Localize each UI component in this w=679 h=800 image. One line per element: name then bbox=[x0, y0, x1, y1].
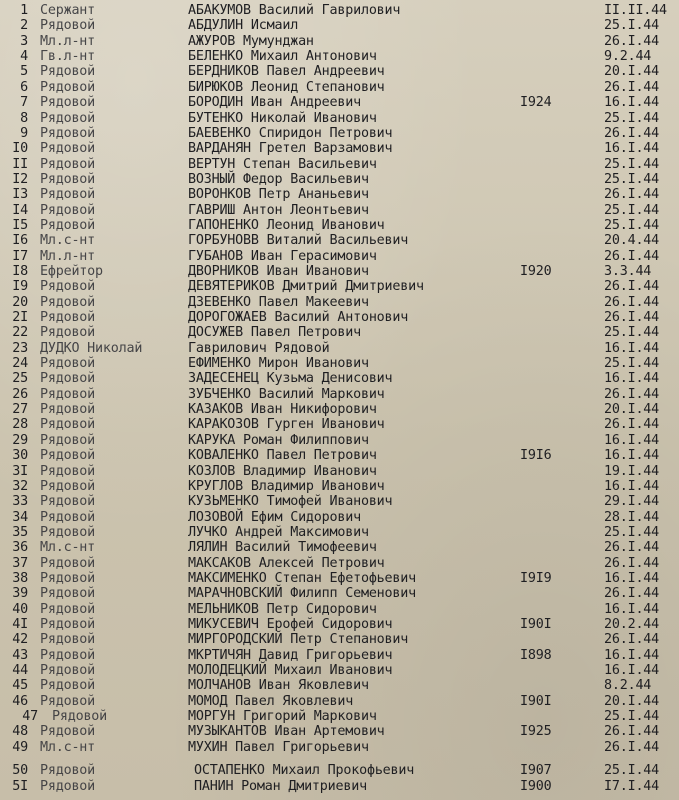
rank-text: Рядовой bbox=[40, 778, 96, 794]
table-row bbox=[0, 264, 679, 280]
birth-year: I907 bbox=[520, 763, 552, 779]
table-row bbox=[0, 34, 679, 50]
table-row bbox=[0, 157, 679, 173]
table-row bbox=[0, 464, 679, 480]
table-row bbox=[0, 510, 679, 526]
rank-text: Рядовой bbox=[40, 663, 96, 678]
table-row bbox=[0, 663, 679, 679]
row-number: I3 bbox=[12, 187, 28, 203]
table-row bbox=[0, 494, 679, 510]
date-text: 26.I.44 bbox=[604, 79, 660, 95]
table-row bbox=[0, 80, 679, 96]
full-name: ЛЯЛИН Василий Тимофеевич bbox=[188, 540, 377, 556]
full-name: МОЛОДЕЦКИЙ Михаил Иванович bbox=[188, 663, 393, 678]
table-row bbox=[0, 648, 679, 664]
table-row bbox=[0, 724, 679, 740]
full-name: ВОРОНКОВ Петр Ананьевич bbox=[188, 187, 369, 203]
date-text: 20.I.44 bbox=[604, 402, 660, 418]
table-row bbox=[0, 525, 679, 541]
full-name: АЖУРОВ Мумунджан bbox=[188, 33, 314, 49]
row-number: 1 bbox=[20, 3, 28, 18]
rank-text: Мл.л-нт bbox=[40, 248, 96, 264]
date-text: 16.I.44 bbox=[604, 647, 660, 663]
date-text: 26.I.44 bbox=[604, 417, 660, 433]
date-text: 16.I.44 bbox=[604, 432, 660, 448]
table-row bbox=[0, 694, 679, 710]
full-name: ВАРДАНЯН Гретел Варзамович bbox=[188, 141, 393, 157]
rank-text: Рядовой bbox=[40, 356, 96, 372]
full-name: ГОРБУНОВВ Виталий Васильевич bbox=[188, 233, 409, 249]
row-number: 43 bbox=[12, 647, 28, 663]
birth-year: I90I bbox=[520, 617, 552, 632]
date-text: 16.I.44 bbox=[604, 448, 660, 464]
table-row bbox=[0, 111, 679, 127]
table-row bbox=[0, 325, 679, 341]
full-name: МКРТИЧЯН Давид Григорьевич bbox=[188, 647, 393, 663]
row-number: 42 bbox=[12, 632, 28, 648]
row-number: 35 bbox=[12, 524, 28, 540]
table-row bbox=[0, 602, 679, 618]
rank-text: Рядовой bbox=[40, 570, 96, 586]
full-name: ВОЗНЫЙ Федор Васильевич bbox=[188, 171, 369, 187]
full-name: МАРАЧНОВСКИЙ Филипп Семенович bbox=[188, 586, 416, 602]
date-text: 26.I.44 bbox=[604, 187, 660, 203]
birth-year: I925 bbox=[520, 724, 552, 740]
full-name: ЗАДЕСЕНЕЦ Кузьма Денисович bbox=[188, 371, 393, 387]
full-name: ЕФИМЕНКО Мирон Иванович bbox=[188, 356, 369, 372]
full-name: КОВАЛЕНКО Павел Петрович bbox=[188, 448, 377, 464]
table-row bbox=[0, 556, 679, 572]
full-name: БАЕВЕНКО Спиридон Петрович bbox=[188, 125, 393, 141]
date-text: 29.I.44 bbox=[604, 494, 660, 510]
rank-text: Рядовой bbox=[40, 294, 96, 310]
row-number: 9 bbox=[20, 125, 28, 141]
row-number: 4I bbox=[12, 617, 28, 632]
full-name: ПАНИН Роман Дмитриевич bbox=[194, 778, 367, 794]
row-number: 46 bbox=[12, 693, 28, 709]
date-text: 25.I.44 bbox=[604, 171, 660, 187]
date-text: 26.I.44 bbox=[604, 33, 660, 49]
full-name: АБАКУМОВ Василий Гаврилович bbox=[188, 3, 401, 18]
row-number: 37 bbox=[12, 555, 28, 571]
full-name: ЛУЧКО Андрей Максимович bbox=[188, 524, 369, 540]
rank-text: Рядовой bbox=[40, 632, 96, 648]
table-row bbox=[0, 249, 679, 265]
table-row bbox=[0, 3, 679, 19]
rank-text: Рядовой bbox=[40, 417, 96, 433]
date-text: 26.I.44 bbox=[604, 739, 660, 755]
full-name: БУТЕНКО Николай Иванович bbox=[188, 110, 377, 126]
row-number: 3I bbox=[12, 463, 28, 479]
row-number: 24 bbox=[12, 356, 28, 372]
rank-text: Рядовой bbox=[40, 310, 96, 325]
date-text: 26.I.44 bbox=[604, 724, 660, 740]
birth-year: I9I9 bbox=[520, 570, 552, 586]
rank-text: Рядовой bbox=[40, 171, 96, 187]
full-name: КАРАКОЗОВ Гурген Иванович bbox=[188, 417, 385, 433]
table-row bbox=[0, 126, 679, 142]
date-text: 26.I.44 bbox=[604, 248, 660, 264]
date-text: 26.I.44 bbox=[604, 632, 660, 648]
full-name: ЗУБЧЕНКО Василий Маркович bbox=[188, 386, 385, 402]
rank-text: Рядовой bbox=[40, 478, 96, 494]
table-row bbox=[0, 709, 679, 725]
rank-text: Гв.л-нт bbox=[40, 49, 96, 64]
full-name: МУХИН Павел Григорьевич bbox=[188, 739, 369, 755]
table-row bbox=[0, 387, 679, 403]
row-number: 5 bbox=[20, 64, 28, 80]
table-row bbox=[0, 18, 679, 34]
date-text: 19.I.44 bbox=[604, 463, 660, 479]
table-row bbox=[0, 402, 679, 418]
date-text: 16.I.44 bbox=[604, 478, 660, 494]
row-number: 2I bbox=[12, 310, 28, 325]
row-number: 28 bbox=[12, 417, 28, 433]
birth-year: I90I bbox=[520, 693, 552, 709]
date-text: 16.I.44 bbox=[604, 663, 660, 678]
full-name: МАКСАКОВ Алексей Петрович bbox=[188, 555, 385, 571]
rank-text: Рядовой bbox=[40, 448, 96, 464]
rank-text: Рядовой bbox=[40, 187, 96, 203]
date-text: 25.I.44 bbox=[604, 156, 660, 172]
full-name: БОРОДИН Иван Андреевич bbox=[188, 95, 361, 111]
birth-year: I898 bbox=[520, 647, 552, 663]
date-text: 20.2.44 bbox=[604, 617, 660, 632]
date-text: 26.I.44 bbox=[604, 386, 660, 402]
row-number: 47 bbox=[22, 709, 38, 725]
row-number: 50 bbox=[12, 763, 28, 779]
rank-text: Мл.с-нт bbox=[40, 233, 96, 249]
table-row bbox=[0, 763, 679, 779]
full-name: МОРГУН Григорий Маркович bbox=[188, 709, 377, 725]
row-number: 40 bbox=[12, 601, 28, 617]
rank-text: Рядовой bbox=[40, 110, 96, 126]
row-number: 44 bbox=[12, 663, 28, 678]
date-text: 25.I.44 bbox=[604, 524, 660, 540]
table-row bbox=[0, 448, 679, 464]
rank-text: Рядовой bbox=[40, 524, 96, 540]
row-number: 39 bbox=[12, 586, 28, 602]
full-name: ГАПОНЕНКО Леонид Иванович bbox=[188, 217, 385, 233]
rank-text: ДУДКО Николай bbox=[40, 340, 143, 356]
rank-text: Рядовой bbox=[40, 95, 96, 111]
table-row bbox=[0, 479, 679, 495]
table-row bbox=[0, 586, 679, 602]
full-name: МАКСИМЕНКО Степан Ефетофьевич bbox=[188, 570, 416, 586]
rank-text: Рядовой bbox=[40, 141, 96, 157]
full-name: Гаврилович Рядовой bbox=[188, 340, 330, 356]
date-text: 20.4.44 bbox=[604, 233, 660, 249]
full-name: ДЗЕВЕНКО Павел Макеевич bbox=[188, 294, 369, 310]
date-text: 25.I.44 bbox=[604, 356, 660, 372]
rank-text: Рядовой bbox=[40, 325, 96, 341]
date-text: 9.2.44 bbox=[604, 49, 652, 64]
row-number: I5 bbox=[12, 217, 28, 233]
date-text: 25.I.44 bbox=[604, 763, 660, 779]
full-name: ОСТАПЕНКО Михаил Прокофьевич bbox=[194, 763, 415, 779]
row-number: 36 bbox=[12, 540, 28, 556]
table-row bbox=[0, 571, 679, 587]
birth-year: I920 bbox=[520, 263, 552, 279]
date-text: 16.I.44 bbox=[604, 141, 660, 157]
rank-text: Рядовой bbox=[40, 693, 96, 709]
date-text: 20.I.44 bbox=[604, 693, 660, 709]
rank-text: Рядовой bbox=[40, 371, 96, 387]
table-row bbox=[0, 417, 679, 433]
rank-text: Рядовой bbox=[40, 386, 96, 402]
full-name: КОЗЛОВ Владимир Иванович bbox=[188, 463, 377, 479]
row-number: 49 bbox=[12, 739, 28, 755]
table-row bbox=[0, 678, 679, 694]
full-name: МИРГОРОДСКИЙ Петр Степанович bbox=[188, 632, 409, 648]
table-row bbox=[0, 279, 679, 295]
date-text: 16.I.44 bbox=[604, 601, 660, 617]
rank-text: Рядовой bbox=[40, 678, 96, 694]
rank-text: Мл.л-нт bbox=[40, 33, 96, 49]
row-number: 8 bbox=[20, 110, 28, 126]
rank-text: Рядовой bbox=[40, 156, 96, 172]
date-text: 25.I.44 bbox=[604, 709, 660, 725]
full-name: АБДУЛИН Исмаил bbox=[188, 18, 299, 34]
row-number: 6 bbox=[20, 79, 28, 95]
rank-text: Мл.с-нт bbox=[40, 540, 96, 556]
full-name: ЛОЗОВОЙ Ефим Сидорович bbox=[188, 509, 361, 525]
full-name: КУЗЬМЕНКО Тимофей Иванович bbox=[188, 494, 393, 510]
table-row bbox=[0, 49, 679, 65]
date-text: 25.I.44 bbox=[604, 325, 660, 341]
table-row bbox=[0, 632, 679, 648]
date-text: 8.2.44 bbox=[604, 678, 652, 694]
full-name: МЕЛЬНИКОВ Петр Сидорович bbox=[188, 601, 377, 617]
row-number: 25 bbox=[12, 371, 28, 387]
full-name: МОЛЧАНОВ Иван Яковлевич bbox=[188, 678, 369, 694]
date-text: II.II.44 bbox=[604, 3, 667, 18]
date-text: 16.I.44 bbox=[604, 570, 660, 586]
full-name: БИРЮКОВ Леонид Степанович bbox=[188, 79, 385, 95]
row-number: I2 bbox=[12, 171, 28, 187]
date-text: 26.I.44 bbox=[604, 310, 660, 325]
table-row bbox=[0, 233, 679, 249]
row-number: I7 bbox=[12, 248, 28, 264]
table-row bbox=[0, 218, 679, 234]
full-name: ДВОРНИКОВ Иван Иванович bbox=[188, 263, 369, 279]
date-text: 26.I.44 bbox=[604, 279, 660, 295]
date-text: 3.3.44 bbox=[604, 263, 652, 279]
row-number: I6 bbox=[12, 233, 28, 249]
full-name: КАРУКА Роман Филиппович bbox=[188, 432, 369, 448]
full-name: ДЕВЯТЕРИКОВ Дмитрий Дмитриевич bbox=[188, 279, 424, 295]
row-number: 7 bbox=[20, 95, 28, 111]
table-row bbox=[0, 295, 679, 311]
date-text: 16.I.44 bbox=[604, 340, 660, 356]
rank-text: Рядовой bbox=[40, 402, 96, 418]
rank-text: Ефрейтор bbox=[40, 263, 103, 279]
table-row bbox=[0, 433, 679, 449]
rank-text: Рядовой bbox=[40, 202, 96, 218]
table-row bbox=[0, 341, 679, 357]
table-row bbox=[0, 310, 679, 326]
rank-text: Рядовой bbox=[40, 463, 96, 479]
rank-text: Рядовой bbox=[40, 724, 96, 740]
full-name: ГУБАНОВ Иван Герасимович bbox=[188, 248, 377, 264]
rank-text: Рядовой bbox=[40, 494, 96, 510]
row-number: I0 bbox=[12, 141, 28, 157]
date-text: 26.I.44 bbox=[604, 586, 660, 602]
date-text: 25.I.44 bbox=[604, 202, 660, 218]
table-row bbox=[0, 371, 679, 387]
date-text: 25.I.44 bbox=[604, 110, 660, 126]
table-row bbox=[0, 95, 679, 111]
table-row bbox=[0, 141, 679, 157]
birth-year: I900 bbox=[520, 778, 552, 794]
full-name: БЕРДНИКОВ Павел Андреевич bbox=[188, 64, 385, 80]
rank-text: Сержант bbox=[40, 3, 96, 18]
full-name: ДОСУЖЕВ Павел Петрович bbox=[188, 325, 361, 341]
full-name: ГАВРИШ Антон Леонтьевич bbox=[188, 202, 369, 218]
row-number: 22 bbox=[12, 325, 28, 341]
row-number: 2 bbox=[20, 18, 28, 34]
rank-text: Рядовой bbox=[40, 586, 96, 602]
rank-text: Рядовой bbox=[40, 64, 96, 80]
table-row bbox=[0, 356, 679, 372]
date-text: 28.I.44 bbox=[604, 509, 660, 525]
full-name: МУЗЫКАНТОВ Иван Артемович bbox=[188, 724, 385, 740]
row-number: 29 bbox=[12, 432, 28, 448]
birth-year: I9I6 bbox=[520, 448, 552, 464]
table-row bbox=[0, 172, 679, 188]
rank-text: Мл.с-нт bbox=[40, 739, 96, 755]
row-number: I8 bbox=[12, 263, 28, 279]
rank-text: Рядовой bbox=[40, 601, 96, 617]
date-text: 25.I.44 bbox=[604, 217, 660, 233]
table-row bbox=[0, 64, 679, 80]
row-number: 5I bbox=[12, 778, 28, 794]
row-number: 30 bbox=[12, 448, 28, 464]
date-text: 26.I.44 bbox=[604, 125, 660, 141]
rank-text: Рядовой bbox=[40, 125, 96, 141]
date-text: 26.I.44 bbox=[604, 555, 660, 571]
full-name: ВЕРТУН Степан Васильевич bbox=[188, 156, 377, 172]
full-name: БЕЛЕНКО Михаил Антонович bbox=[188, 49, 377, 64]
birth-year: I924 bbox=[520, 95, 552, 111]
full-name: КРУГЛОВ Владимир Иванович bbox=[188, 478, 385, 494]
row-number: 34 bbox=[12, 509, 28, 525]
rank-text: Рядовой bbox=[40, 763, 96, 779]
row-number: 20 bbox=[12, 294, 28, 310]
row-number: 32 bbox=[12, 478, 28, 494]
rank-text: Рядовой bbox=[52, 709, 108, 725]
row-number: 4 bbox=[20, 49, 28, 64]
date-text: 25.I.44 bbox=[604, 18, 660, 34]
row-number: 38 bbox=[12, 570, 28, 586]
row-number: 27 bbox=[12, 402, 28, 418]
date-text: 26.I.44 bbox=[604, 540, 660, 556]
table-row bbox=[0, 540, 679, 556]
date-text: 16.I.44 bbox=[604, 95, 660, 111]
full-name: КАЗАКОВ Иван Никифорович bbox=[188, 402, 377, 418]
row-number: 48 bbox=[12, 724, 28, 740]
rank-text: Рядовой bbox=[40, 18, 96, 34]
date-text: 16.I.44 bbox=[604, 371, 660, 387]
table-row bbox=[0, 187, 679, 203]
row-number: 45 bbox=[12, 678, 28, 694]
table-row bbox=[0, 203, 679, 219]
rank-text: Рядовой bbox=[40, 217, 96, 233]
full-name: ДОРОГОЖАЕВ Василий Антонович bbox=[188, 310, 409, 325]
row-number: 33 bbox=[12, 494, 28, 510]
row-number: 26 bbox=[12, 386, 28, 402]
rank-text: Рядовой bbox=[40, 279, 96, 295]
full-name: МИКУСЕВИЧ Ерофей Сидорович bbox=[188, 617, 393, 632]
rank-text: Рядовой bbox=[40, 509, 96, 525]
date-text: I7.I.44 bbox=[604, 778, 660, 794]
row-number: II bbox=[12, 156, 28, 172]
rank-text: Рядовой bbox=[40, 79, 96, 95]
table-row bbox=[0, 740, 679, 756]
date-text: 26.I.44 bbox=[604, 294, 660, 310]
row-number: I9 bbox=[12, 279, 28, 295]
rank-text: Рядовой bbox=[40, 432, 96, 448]
rank-text: Рядовой bbox=[40, 647, 96, 663]
row-number: 23 bbox=[12, 340, 28, 356]
full-name: МОМОД Павел Яковлевич bbox=[188, 693, 354, 709]
row-number: 3 bbox=[20, 33, 28, 49]
date-text: 20.I.44 bbox=[604, 64, 660, 80]
row-number: I4 bbox=[12, 202, 28, 218]
rank-text: Рядовой bbox=[40, 555, 96, 571]
table-row bbox=[0, 617, 679, 633]
rank-text: Рядовой bbox=[40, 617, 96, 632]
table-row bbox=[0, 779, 679, 795]
